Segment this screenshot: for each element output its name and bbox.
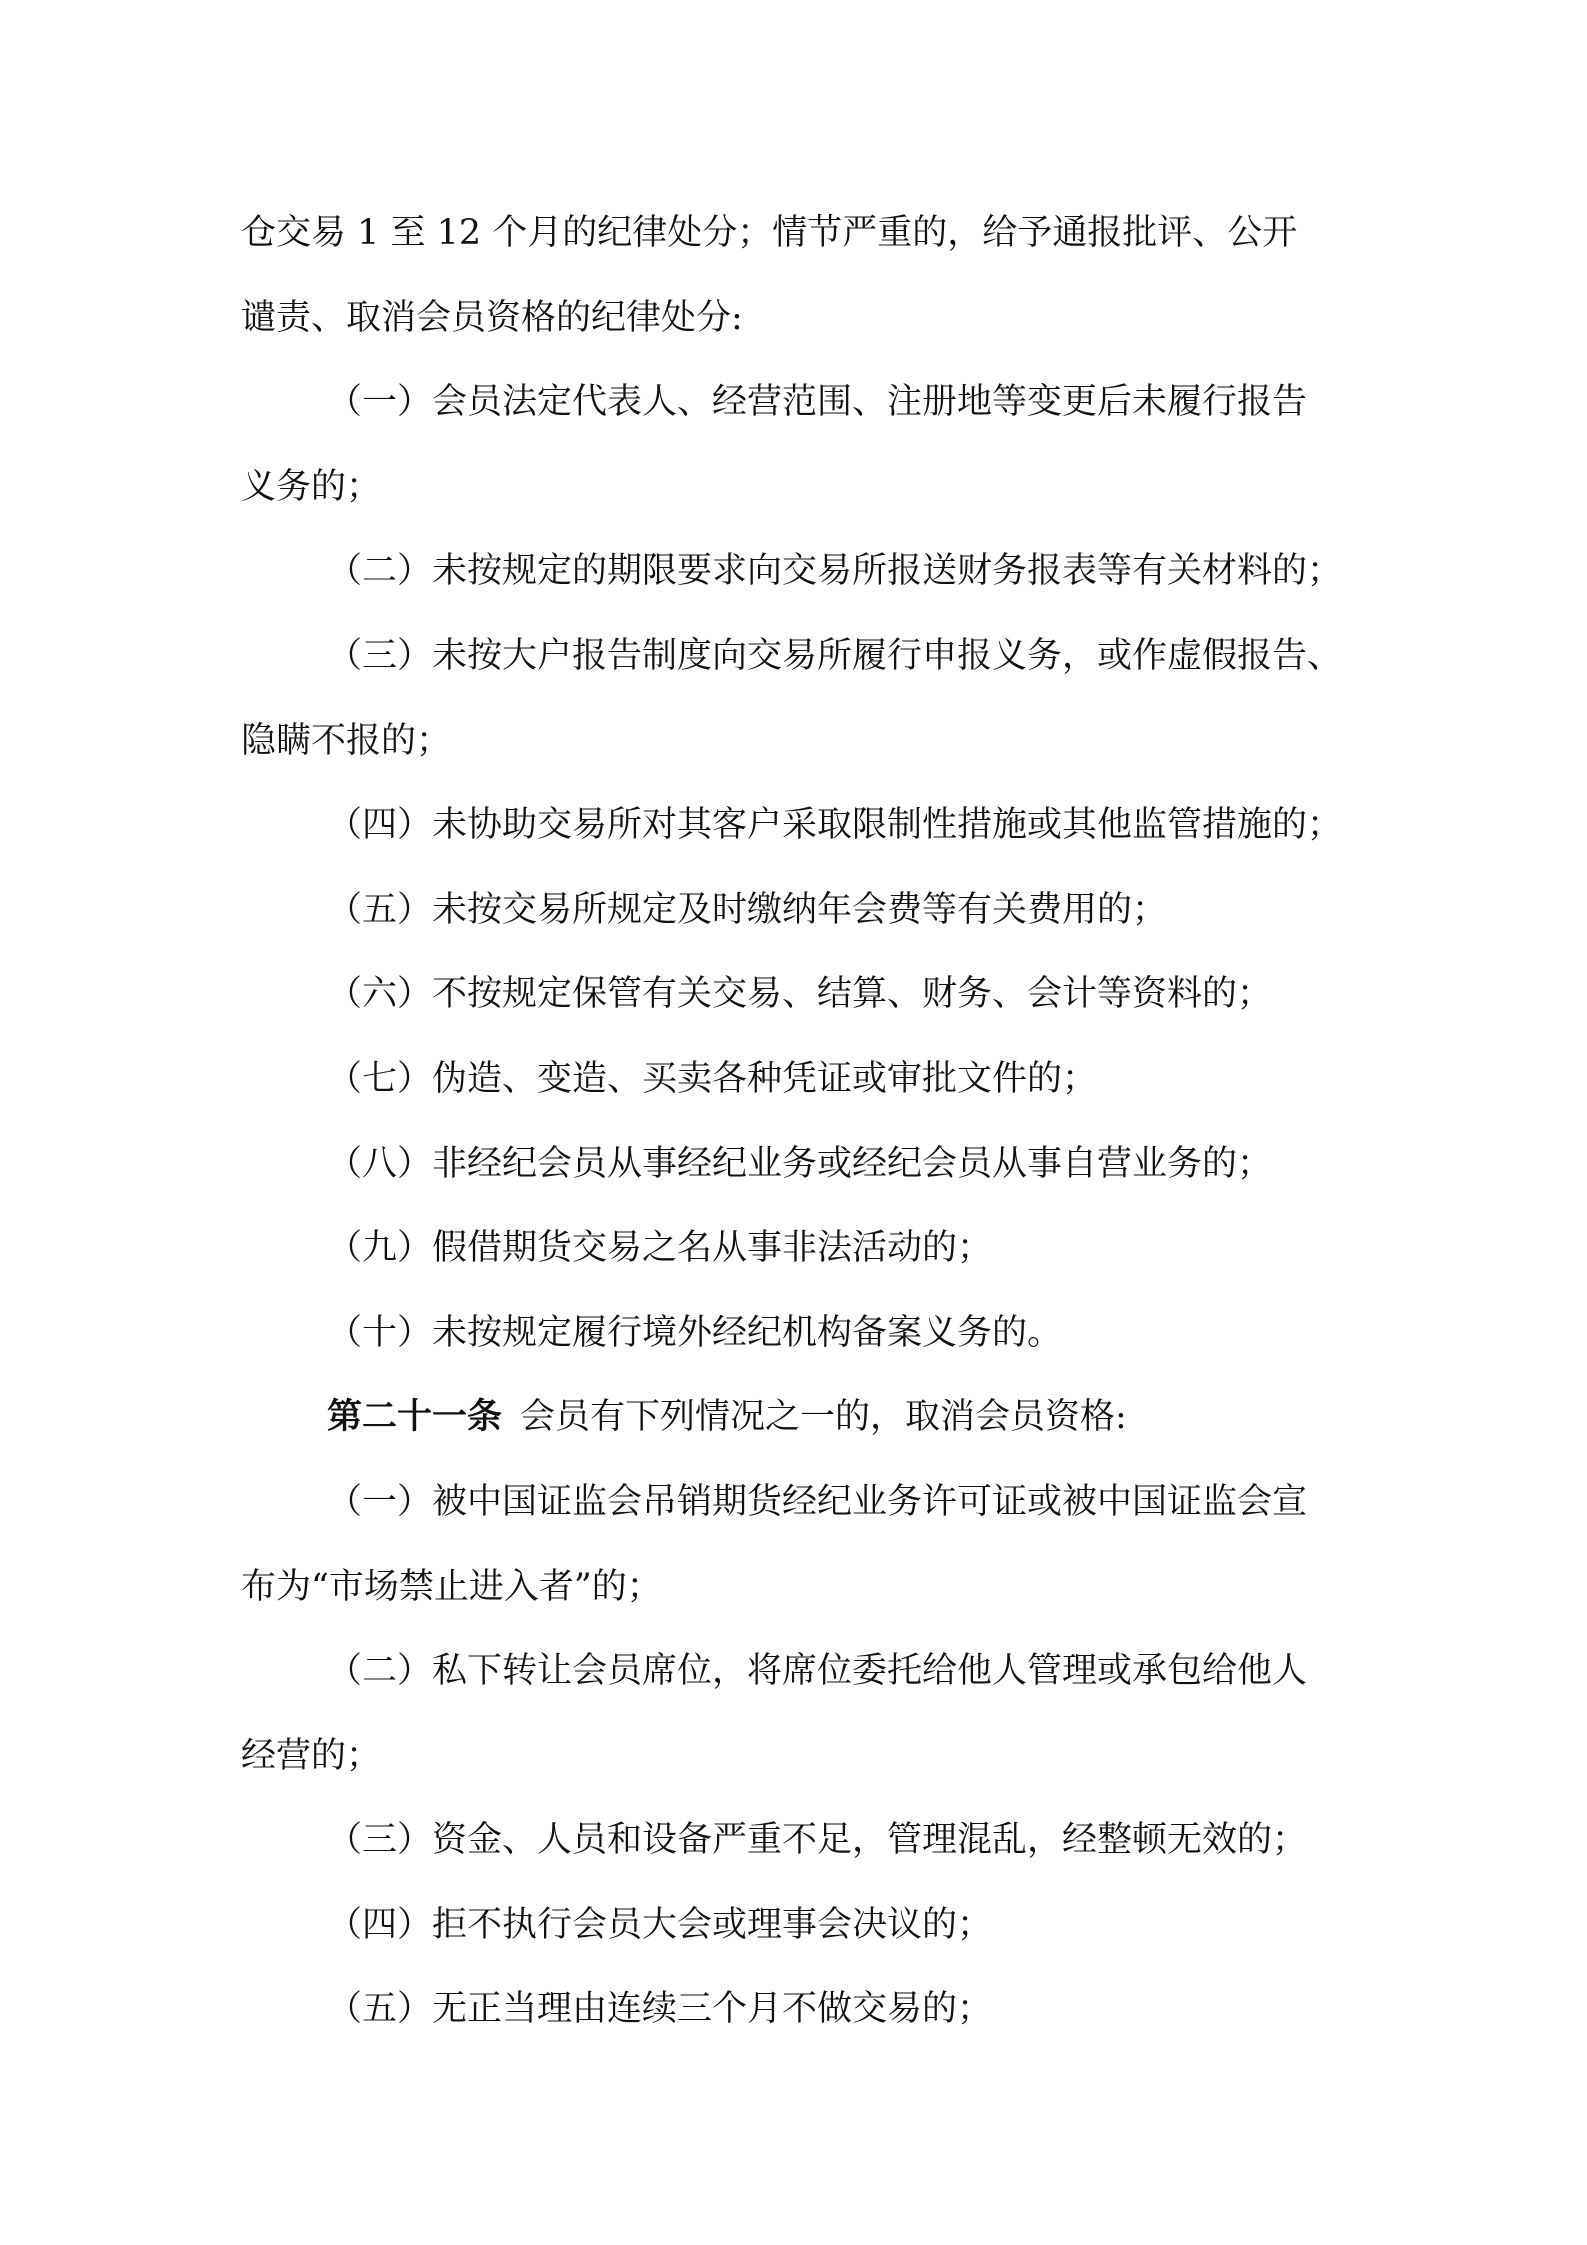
article-heading: 第二十一条 <box>327 1397 503 1438</box>
text-line: 谴责、取消会员资格的纪律处分: <box>241 297 743 338</box>
list-item: （六）不按规定保管有关交易、结算、财务、会计等资料的； <box>327 974 1273 1015</box>
list-item: （一）会员法定代表人、经营范围、注册地等变更后未履行报告 <box>327 382 1308 423</box>
document-body <box>241 203 1361 2064</box>
list-item: （四）拒不执行会员大会或理事会决议的； <box>327 1904 993 1945</box>
article-21-line <box>241 1387 1361 1472</box>
text-line: 布为“市场禁止进入者”的； <box>241 1566 662 1607</box>
list-item: （一）被中国证监会吊销期货经纪业务许可证或被中国证监会宣 <box>327 1481 1308 1522</box>
text-line: 隐瞒不报的； <box>241 720 452 761</box>
list-item: （七）伪造、变造、买卖各种凭证或审批文件的； <box>327 1058 1098 1099</box>
list-item: （三）资金、人员和设备严重不足，管理混乱，经整顿无效的； <box>327 1820 1308 1861</box>
list-item: （八）非经纪会员从事经纪业务或经纪会员从事自营业务的； <box>327 1143 1273 1184</box>
list-item: （九）假借期货交易之名从事非法活动的； <box>327 1228 993 1269</box>
article-intro: 会员有下列情况之一的，取消会员资格: <box>520 1397 1127 1438</box>
list-item: （五）无正当理由连续三个月不做交易的； <box>327 1989 993 2030</box>
list-item: （五）未按交易所规定及时缴纳年会费等有关费用的； <box>327 889 1168 930</box>
list-item: （三）未按大户报告制度向交易所履行申报义务，或作虚假报告、 <box>327 635 1343 676</box>
list-item: （二）私下转让会员席位，将席位委托给他人管理或承包给他人 <box>327 1651 1308 1692</box>
text-line: 仓交易 1 至 12 个月的纪律处分；情节严重的，给予通报批评、公开 <box>241 213 1298 253</box>
text-line: 经营的； <box>241 1735 382 1776</box>
text-line: 义务的； <box>241 466 382 507</box>
list-item: （四）未协助交易所对其客户采取限制性措施或其他监管措施的； <box>327 805 1343 846</box>
list-item: （十）未按规定履行境外经纪机构备案义务的。 <box>327 1312 1063 1353</box>
list-item: （二）未按规定的期限要求向交易所报送财务报表等有关材料的； <box>327 551 1343 592</box>
